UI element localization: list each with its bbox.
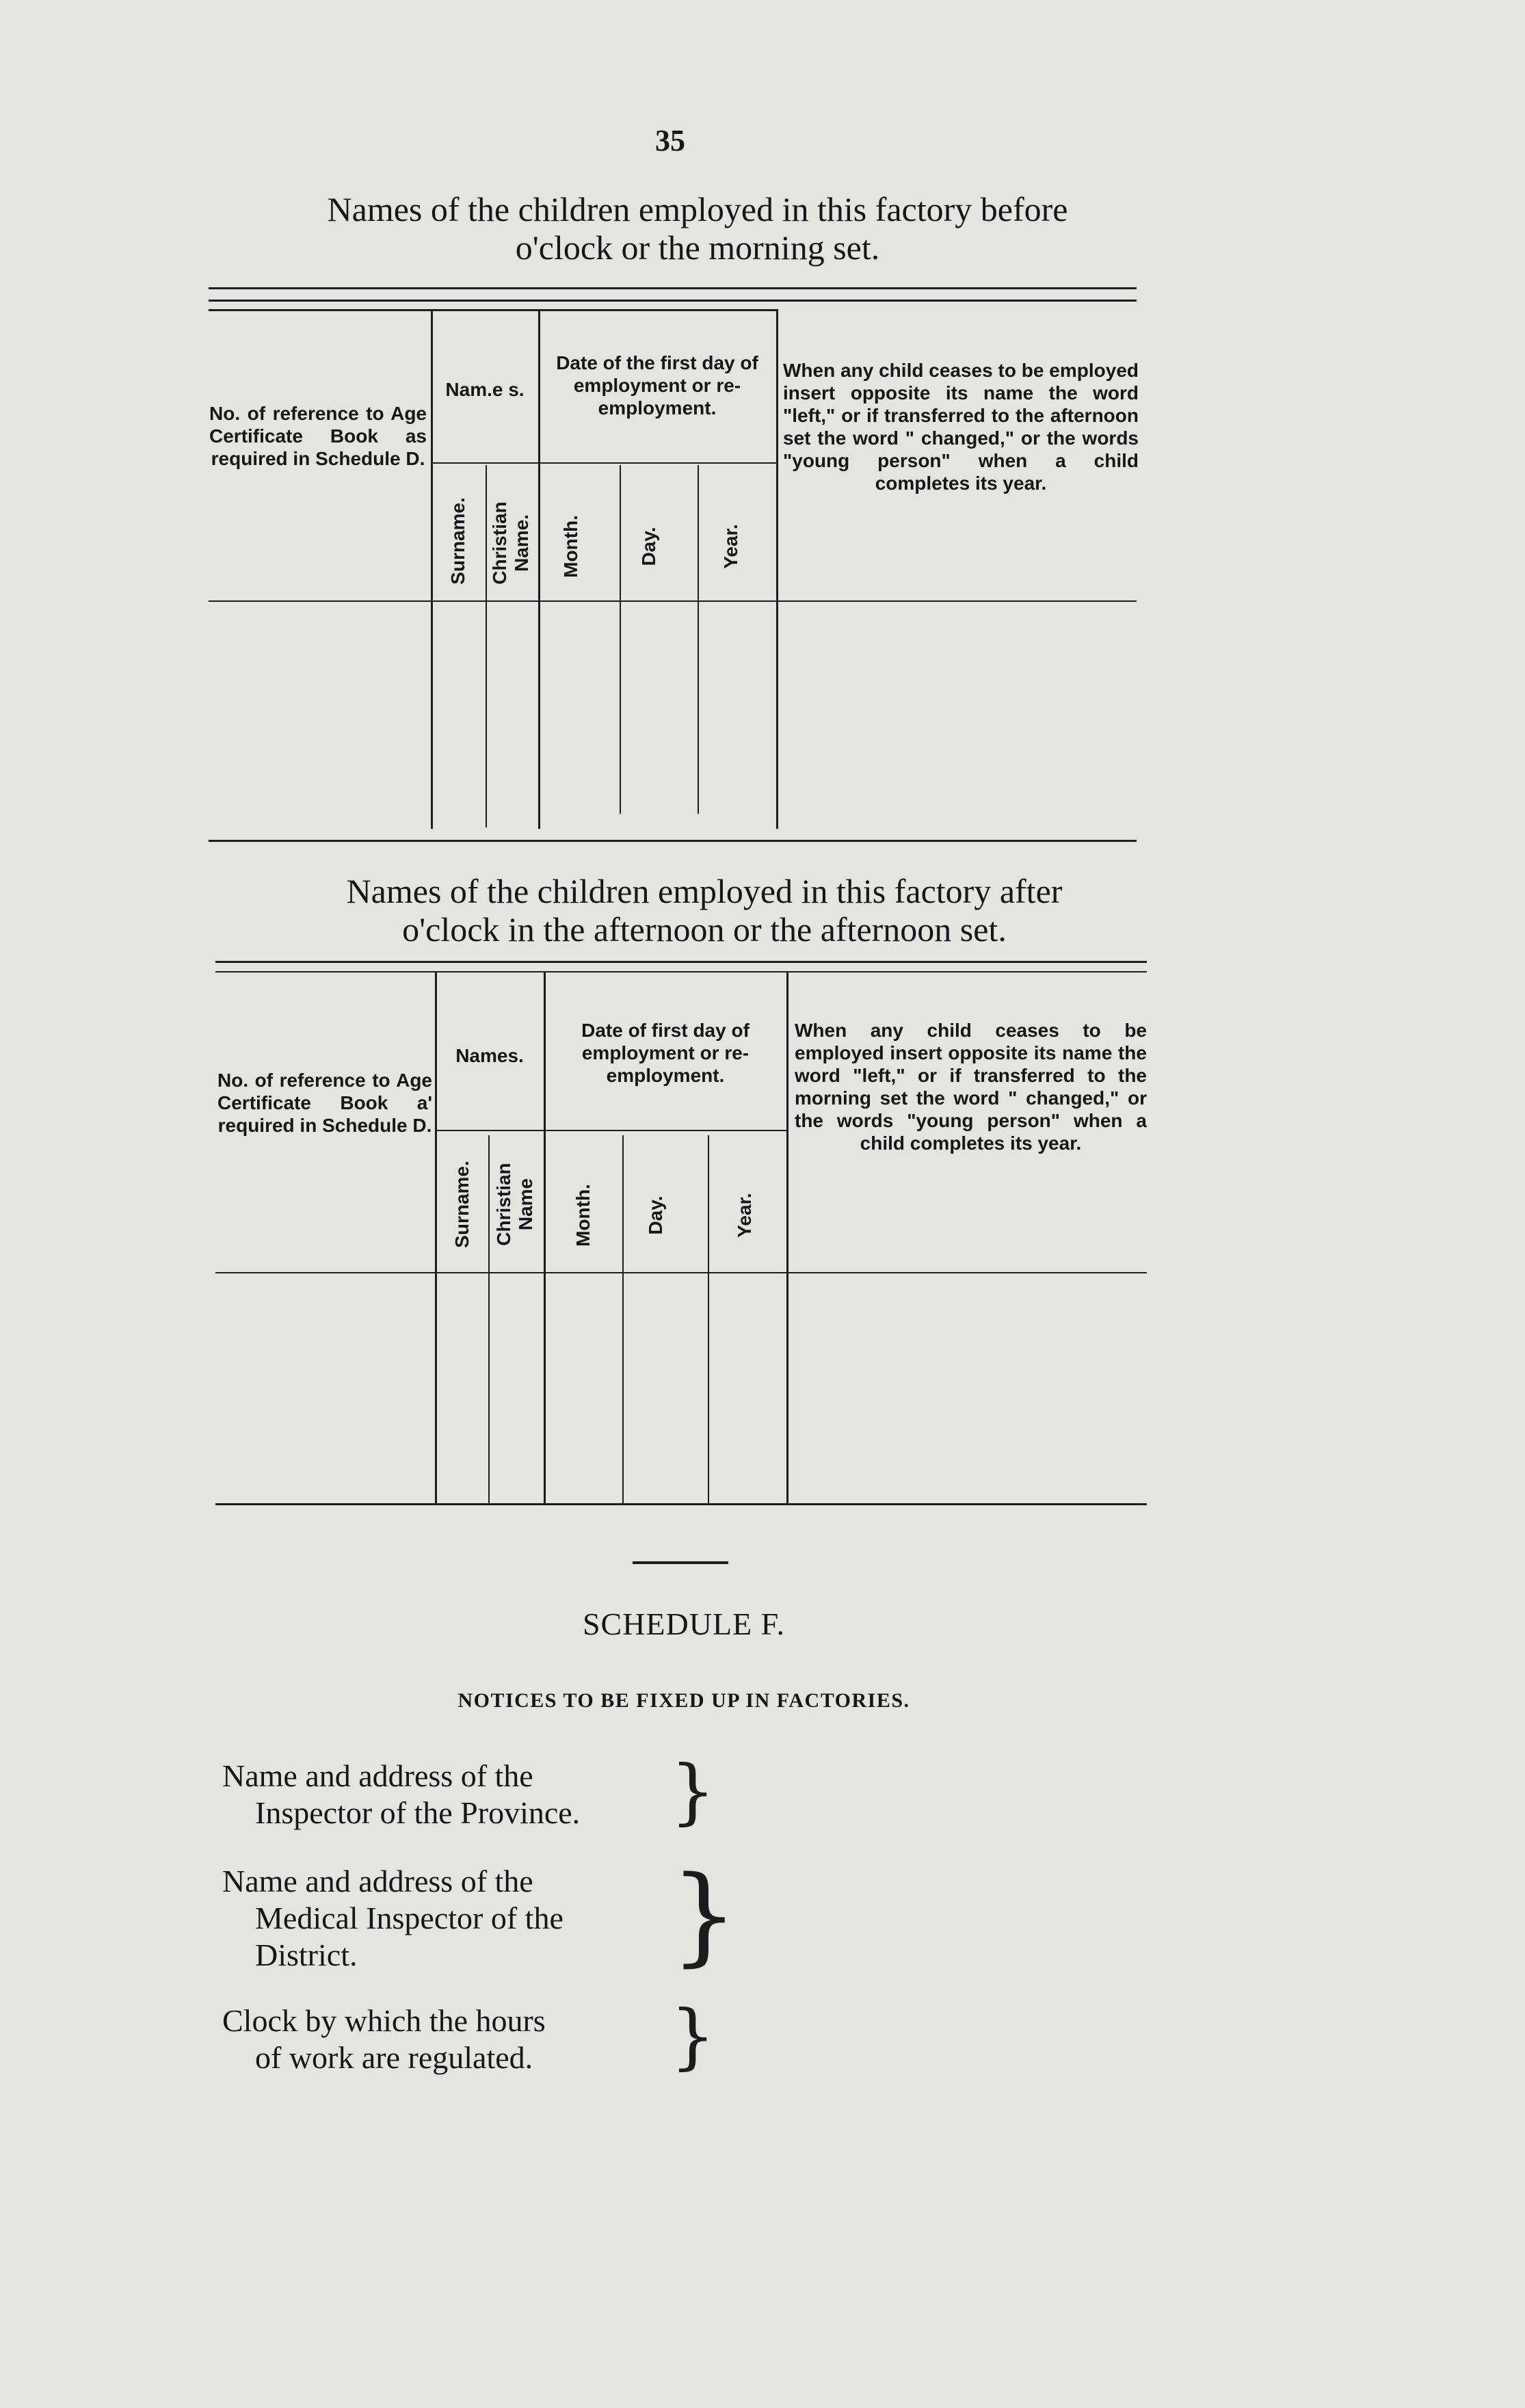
table1-col-reference: No. of reference to Age Certificate Book as required in Schedule D. bbox=[209, 403, 427, 469]
brace-1: } bbox=[670, 1749, 716, 1833]
table1-vline-ref bbox=[431, 309, 433, 829]
table1-col-when: When any child ceases to be employed insert opposite its name the word "left," or if transferred to the afternoon set the word " changed," or the words "young person" when a child completes its year. bbox=[783, 360, 1139, 494]
notice-medical-line2: Medical Inspector of the bbox=[255, 1901, 563, 1935]
notice-clock-line2: of work are regulated. bbox=[255, 2040, 533, 2075]
table2-col-names: Names. bbox=[455, 1045, 524, 1066]
table1-top-rule-3 bbox=[209, 309, 776, 311]
table1-vline-month bbox=[620, 465, 621, 814]
table1-vline-date bbox=[776, 309, 778, 829]
table1-col-day: Day. bbox=[638, 527, 659, 566]
table1-col-surname: Surname. bbox=[447, 497, 468, 585]
table1-top-rule-2 bbox=[209, 300, 1137, 302]
table1-top-rule bbox=[209, 287, 1137, 289]
notice-inspector-line1: Name and address of the bbox=[222, 1758, 533, 1793]
table2-col-month: Month. bbox=[572, 1184, 594, 1247]
table1-subheader-rule bbox=[431, 462, 776, 464]
table2-bottom-rule bbox=[215, 1503, 1147, 1505]
schedule-subtitle: NOTICES TO BE FIXED UP IN FACTORIES. bbox=[458, 1689, 910, 1712]
table2-col-surname: Surname. bbox=[451, 1161, 473, 1248]
table1-col-month: Month. bbox=[560, 515, 581, 578]
table2-vline-day bbox=[708, 1135, 709, 1505]
section2-heading-line1: Names of the children employed in this factory after bbox=[346, 872, 1063, 910]
table2-header-bottom-rule bbox=[215, 1272, 1147, 1273]
table1-header-bottom-rule bbox=[209, 600, 1137, 602]
notice-medical-line1: Name and address of the bbox=[222, 1864, 533, 1898]
table2-subheader-rule bbox=[435, 1130, 786, 1131]
table2-vline-surname bbox=[488, 1135, 490, 1505]
brace-3: } bbox=[670, 1994, 716, 2078]
section2-heading bbox=[233, 872, 1176, 949]
separator-rule bbox=[633, 1561, 728, 1564]
table2-vline-month bbox=[622, 1135, 624, 1505]
section1-heading-line1: Names of the children employed in this factory before bbox=[327, 190, 1068, 228]
table1-bottom-rule bbox=[209, 840, 1137, 842]
section2-heading-line2: o'clock in the afternoon or the afternoon set. bbox=[402, 910, 1007, 949]
table2-vline-ref bbox=[435, 971, 437, 1505]
table1-col-names: Nam.e s. bbox=[445, 379, 525, 400]
section1-heading-line2: o'clock or the morning set. bbox=[515, 228, 880, 267]
table2-col-day: Day. bbox=[645, 1195, 666, 1235]
page-number: 35 bbox=[655, 124, 685, 157]
table2-top-rule bbox=[215, 961, 1147, 963]
notice-clock bbox=[222, 2002, 687, 2076]
notice-medical-line3: District. bbox=[255, 1937, 358, 1972]
table1-col-christian: Christian Name. bbox=[489, 501, 532, 585]
table1-col-year: Year. bbox=[720, 524, 741, 569]
notice-clock-line1: Clock by which the hours bbox=[222, 2003, 546, 2038]
table1-vline-surname bbox=[486, 465, 487, 828]
table2-col-date: Date of first day of employment or re-employment. bbox=[581, 1020, 750, 1086]
table1-col-date: Date of the first day of employment or re-employment. bbox=[556, 352, 758, 419]
schedule-title: SCHEDULE F. bbox=[582, 1606, 786, 1641]
brace-2: } bbox=[670, 1853, 739, 1977]
table2-vline-date bbox=[786, 971, 788, 1505]
notice-medical bbox=[222, 1863, 687, 1974]
section1-heading bbox=[226, 190, 1169, 267]
table2-col-year: Year. bbox=[734, 1193, 755, 1238]
table2-top-rule-2 bbox=[215, 971, 1147, 973]
notice-inspector bbox=[222, 1758, 687, 1831]
table2-col-christian: Christian Name bbox=[493, 1163, 536, 1246]
table1-vline-day bbox=[698, 465, 699, 814]
table2-col-reference: No. of reference to Age Certificate Book a' required in Schedule D. bbox=[217, 1070, 432, 1136]
table2-col-when: When any child ceases to be employed insert opposite its name the word "left," or if transferred to the morning set the word " changed," or the words "young person" when a child completes its year. bbox=[795, 1020, 1147, 1154]
notice-inspector-line2: Inspector of the Province. bbox=[255, 1795, 581, 1830]
